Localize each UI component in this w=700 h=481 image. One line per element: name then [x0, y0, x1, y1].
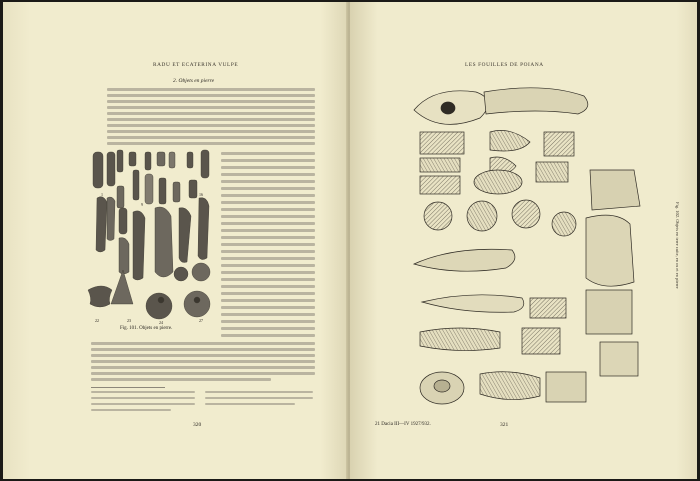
plate-caption: Fig. 102. Objets en terre cuite, en os et en pierre — [675, 202, 680, 289]
figure-caption: Fig. 101. Objets en pierre. — [120, 326, 173, 331]
running-header: RADU ET ECATERINA VULPE — [153, 62, 239, 68]
left-page — [3, 2, 348, 479]
right-page — [350, 2, 697, 479]
signature-line: 21 Dacia III—IV 1927/932. — [375, 422, 431, 427]
running-header: LES FOUILLES DE POIANA — [465, 62, 544, 68]
svg-text:24: 24 — [159, 320, 163, 325]
stone-objects-photo — [3, 2, 348, 479]
page-number: 321 — [500, 422, 509, 428]
svg-text:16: 16 — [199, 192, 203, 197]
svg-text:23: 23 — [127, 318, 131, 323]
section-title: 2. Objets en pierre — [173, 78, 215, 84]
artifact-drawings-plate — [350, 2, 697, 479]
book-spread — [3, 2, 697, 479]
svg-text:22: 22 — [95, 318, 99, 323]
svg-text:9: 9 — [141, 202, 143, 207]
stone-blade — [93, 152, 103, 188]
svg-text:27: 27 — [199, 318, 203, 323]
page-number: 320 — [193, 422, 202, 428]
svg-text:1: 1 — [101, 192, 103, 197]
